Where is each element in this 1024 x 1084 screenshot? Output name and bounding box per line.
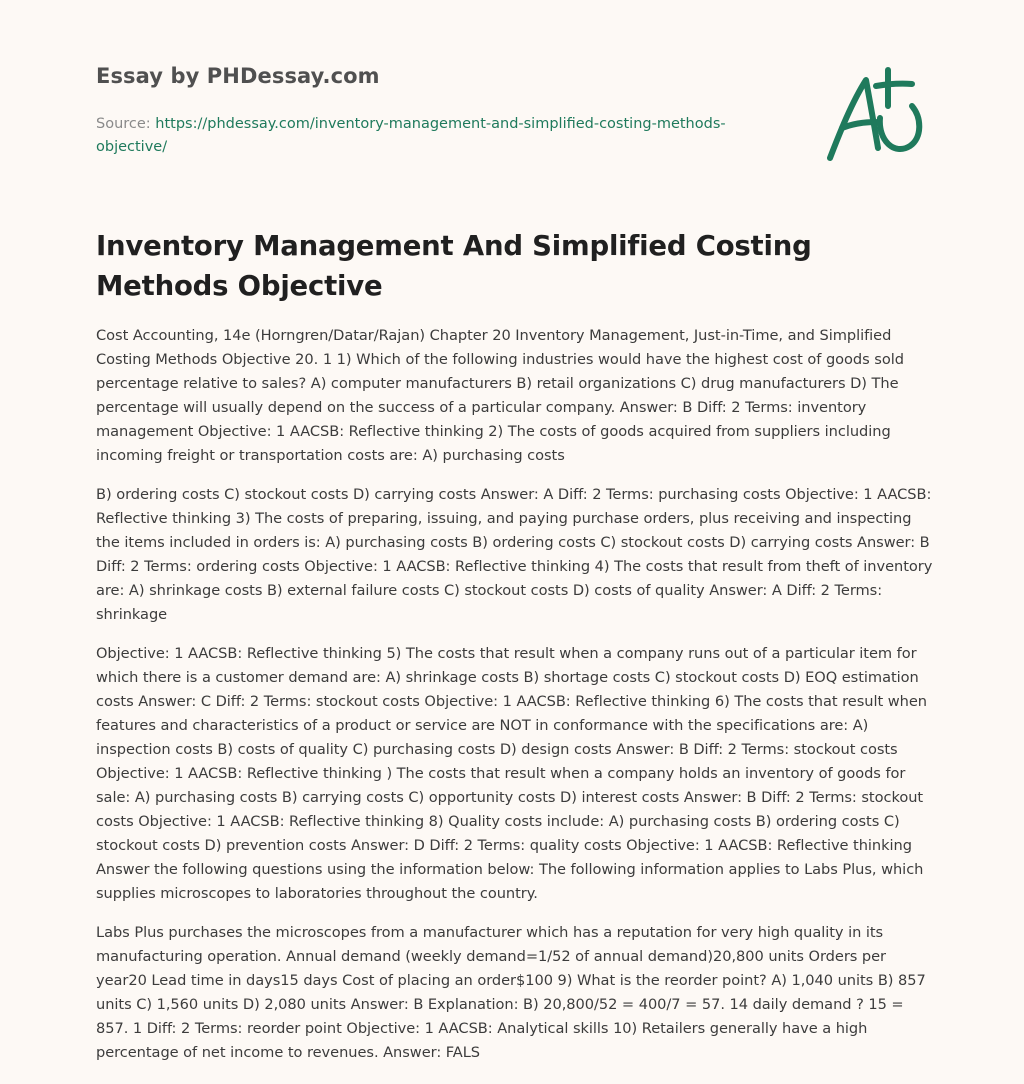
site-header: [96, 64, 796, 159]
a-plus-logo-icon: [818, 62, 928, 166]
body-paragraph: Cost Accounting, 14e (Horngren/Datar/Rajan) Chapter 20 Inventory Management, Just-in-Time, and Simplified Costing Methods Objective 20. 1 1) Which of the following industries would have the highest cost of goods sold percentage relative to sales? A) computer manufacturers B) retail organizations C) drug manufacturers D) The percentage will usually depend on the success of a particular company. Answer: B Diff: 2 Terms: inventory management Objective: 1 AACSB: Reflective thinking 2) The costs of goods acquired from suppliers including incoming freight or transportation costs are: A) purchasing costs: [96, 327, 904, 464]
body-paragraph: Labs Plus purchases the microscopes from a manufacturer which has a reputation for very high quality in its manufacturing operation. Annual demand (weekly demand=1/52 of annual demand)20,800 units Orders per year20 Lead time in days15 days Cost of placing an order$100 9) What is the reorder point? A) 1,040 units B) 857 units C) 1,560 units D) 2,080 units Answer: B Explanation: B) 20,800/52 = 400/7 = 57. 14 daily demand ? 15 = 857. 1 Diff: 2 Terms: reorder point Objective: 1 AACSB: Analytical skills 10) Retailers generally have a high percentage of net income to revenues. Answer: FALS: [96, 924, 926, 1061]
body-paragraph: B) ordering costs C) stockout costs D) carrying costs Answer: A Diff: 2 Terms: purchasing costs Objective: 1 AACSB: Reflective thinking 3) The costs of preparing, issuing, and paying purchase orders, plus receiving and inspecting the items included in orders is: A) purchasing costs B) ordering costs C) stockout costs D) carrying costs Answer: B Diff: 2 Terms: ordering costs Objective: 1 AACSB: Reflective thinking 4) The costs that result from theft of inventory are: A) shrinkage costs B) external failure costs C) stockout costs D) costs of quality Answer: A Diff: 2 Terms: shrinkage: [96, 486, 933, 623]
source-label: Source:: [96, 116, 151, 132]
source-line: [96, 113, 796, 159]
source-link[interactable]: https://phdessay.com/inventory-management-and-simplified-costing-methods-objective/: [96, 116, 726, 155]
document-title: Inventory Management And Simplified Costing Methods Objective: [96, 230, 812, 302]
document-body: [96, 324, 934, 1080]
site-title: Essay by PHDessay.com: [96, 64, 380, 88]
body-paragraph: Objective: 1 AACSB: Reflective thinking 5) The costs that result when a company runs out of a particular item for which there is a customer demand are: A) shrinkage costs B) shortage costs C) stockout costs D) EOQ estimation costs Answer: C Diff: 2 Terms: stockout costs Objective: 1 AACSB: Reflective thinking 6) The costs that result when features and characteristics of a product or service are NOT in conformance with the specifications are: A) inspection costs B) costs of quality C) purchasing costs D) design costs Answer: B Diff: 2 Terms: stockout costs Objective: 1 AACSB: Reflective thinking ) The costs that result when a company holds an inventory of goods for sale: A) purchasing costs B) carrying costs C) opportunity costs D) interest costs Answer: B Diff: 2 Terms: stockout costs Objective: 1 AACSB: Reflective thinking 8) Quality costs include: A) purchasing costs B) ordering costs C) stockout costs D) prevention costs Answer: D Diff: 2 Terms: quality costs Objective: 1 AACSB: Reflective thinking Answer the following questions using the information below: The following information applies to Labs Plus, which supplies microscopes to laboratories throughout the country.: [96, 645, 927, 902]
